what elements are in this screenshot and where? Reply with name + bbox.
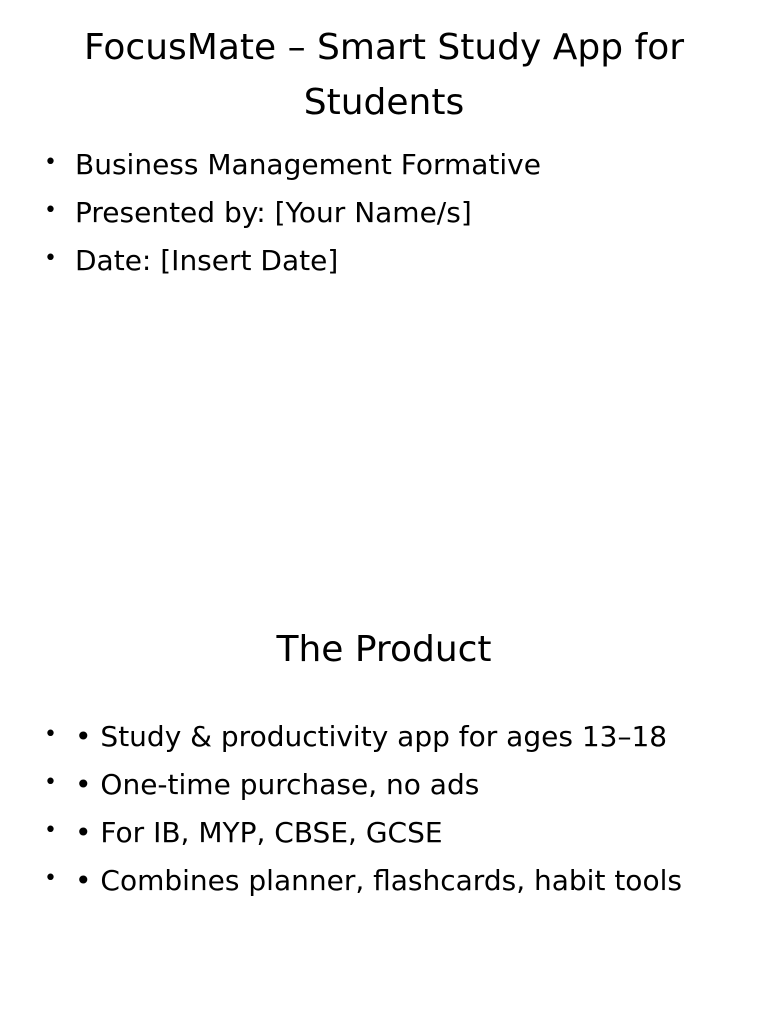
bullet-dot-icon: • <box>44 198 57 223</box>
slide-title-bullet-list <box>44 141 541 285</box>
bullet-dot-icon: • <box>44 150 57 175</box>
bullet-item <box>44 857 682 905</box>
bullet-dot-icon: • <box>44 818 57 843</box>
bullet-item <box>44 809 682 857</box>
bullet-text: • For IB, MYP, CBSE, GCSE <box>75 816 443 849</box>
slide-product-heading: The Product <box>276 629 492 670</box>
bullet-item <box>44 141 541 189</box>
bullet-dot-icon: • <box>44 866 57 891</box>
bullet-text: • Study & productivity app for ages 13–18 <box>75 720 668 753</box>
slide-the-product <box>0 600 768 1024</box>
bullet-text: • One-time purchase, no ads <box>75 768 480 801</box>
bullet-item <box>44 713 682 761</box>
bullet-text: Presented by: [Your Name/s] <box>75 196 472 229</box>
bullet-item <box>44 189 541 237</box>
bullet-text: Date: [Insert Date] <box>75 244 339 277</box>
bullet-dot-icon: • <box>44 246 57 271</box>
slide-product-bullet-list <box>44 713 682 905</box>
bullet-dot-icon: • <box>44 722 57 747</box>
bullet-text: Business Management Formative <box>75 148 541 181</box>
bullet-item <box>44 237 541 285</box>
bullet-dot-icon: • <box>44 770 57 795</box>
slide-title-heading: FocusMate – Smart Study App for Students <box>83 27 685 123</box>
bullet-item <box>44 761 682 809</box>
bullet-text: • Combines planner, flashcards, habit tools <box>75 864 682 897</box>
